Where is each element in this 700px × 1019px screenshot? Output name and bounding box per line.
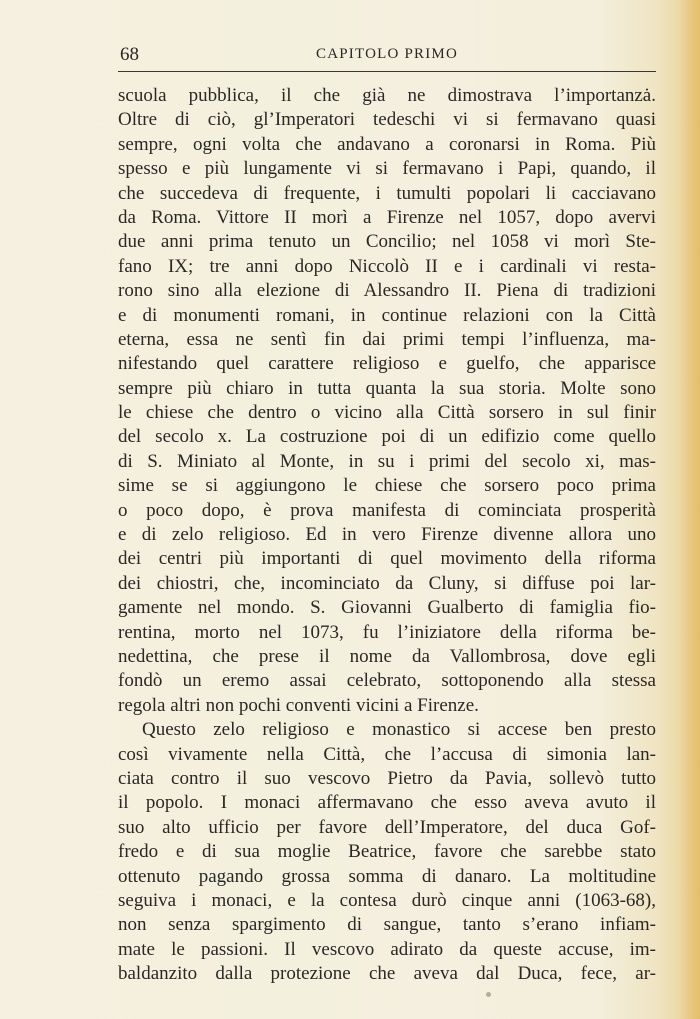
text-line: suo alto ufficio per favore dell’Imperatore, del duca Gof- <box>118 816 656 838</box>
text-line: del secolo x. La costruzione poi di un edifizio come quello <box>118 426 656 448</box>
print-speck <box>486 992 491 997</box>
text-line: sempre, ogni volta che andavano a coronarsi in Roma. Più <box>118 133 656 155</box>
text-line: non senza spargimento di sangue, tanto s’erano infiam- <box>118 914 656 936</box>
header-rule <box>118 71 656 72</box>
text-line: scuola pubblica, il che già ne dimostrava l’importanzȧ. <box>118 85 656 106</box>
text-line: il popolo. I monaci affermavano che esso aveva avuto il <box>118 792 656 814</box>
text-line: gamente nel mondo. S. Giovanni Gualberto di famiglia fio- <box>118 597 656 619</box>
text-line: dei chiostri, che, incominciato da Cluny, si diffuse poi lar- <box>118 572 656 594</box>
text-line: due anni prima tenuto un Concilio; nel 1058 vi morì Ste- <box>118 231 656 253</box>
text-line: o poco dopo, è prova manifesta di cominciata prosperità <box>118 499 656 521</box>
text-line: ciata contro il suo vescovo Pietro da Pavia, sollevò tutto <box>118 767 656 789</box>
text-line: così vivamente nella Città, che l’accusa di simonia lan- <box>118 743 656 765</box>
text-line: mate le passioni. Il vescovo adirato da queste accuse, im- <box>118 938 656 960</box>
text-line: di S. Miniato al Monte, in su i primi del secolo xi, mas- <box>118 450 656 472</box>
text-line: da Roma. Vittore II morì a Firenze nel 1057, dopo avervi <box>118 206 656 228</box>
text-line: e di zelo religioso. Ed in vero Firenze divenne allora uno <box>118 524 656 546</box>
text-line: baldanzito dalla protezione che aveva dal Duca, fece, ar- <box>118 963 656 985</box>
text-line: regola altri non pochi conventi vicini a Firenze. <box>118 694 479 716</box>
page-edge-shading <box>678 0 700 1019</box>
text-line: sime se si aggiungono le chiese che sorsero poco prima <box>118 475 656 497</box>
running-head: CAPITOLO PRIMO <box>316 46 458 62</box>
page-number: 68 <box>120 44 139 65</box>
page-header <box>118 40 656 66</box>
text-line: Oltre di ciò, gl’Imperatori tedeschi vi si fermavano quasi <box>118 109 656 131</box>
text-line: rentina, morto nel 1073, fu l’iniziatore della riforma be- <box>118 621 656 643</box>
text-line: e di monumenti romani, in continue relazioni con la Città <box>118 304 656 326</box>
text-line: nifestando quel carattere religioso e guelfo, che apparisce <box>118 353 656 375</box>
text-line: che succedeva di frequente, i tumulti popolari li cacciavano <box>118 182 656 204</box>
paragraph-2 <box>118 718 656 986</box>
paragraph-1 <box>118 84 656 718</box>
text-line: rono sino alla elezione di Alessandro II. Piena di tradizioni <box>118 280 656 302</box>
body-text <box>118 84 656 986</box>
text-line: seguiva i monaci, e la contesa durò cinque anni (1063-68), <box>118 889 656 911</box>
text-line: eterna, essa ne sentì fin dai primi tempi l’influenza, ma- <box>118 328 656 350</box>
text-line: spesso e più lungamente vi si fermavano i Papi, quando, il <box>118 158 656 180</box>
text-line: le chiese che dentro o vicino alla Città sorsero in sul finir <box>118 402 656 424</box>
text-line: nedettina, che prese il nome da Vallombrosa, dove egli <box>118 645 656 667</box>
text-line: fano IX; tre anni dopo Niccolò II e i cardinali vi resta- <box>118 255 656 277</box>
text-line: sempre più chiaro in tutta quanta la sua storia. Molte sono <box>118 377 656 399</box>
text-line: dei centri più importanti di quel movimento della riforma <box>118 548 656 570</box>
text-line: fondò un eremo assai celebrato, sottoponendo alla stessa <box>118 670 656 692</box>
text-line: ottenuto pagando grossa somma di danaro. La moltitudine <box>118 865 656 887</box>
text-line: fredo e di sua moglie Beatrice, favore che sarebbe stato <box>118 841 656 863</box>
text-line: Questo zelo religioso e monastico si accese ben presto <box>142 719 656 741</box>
